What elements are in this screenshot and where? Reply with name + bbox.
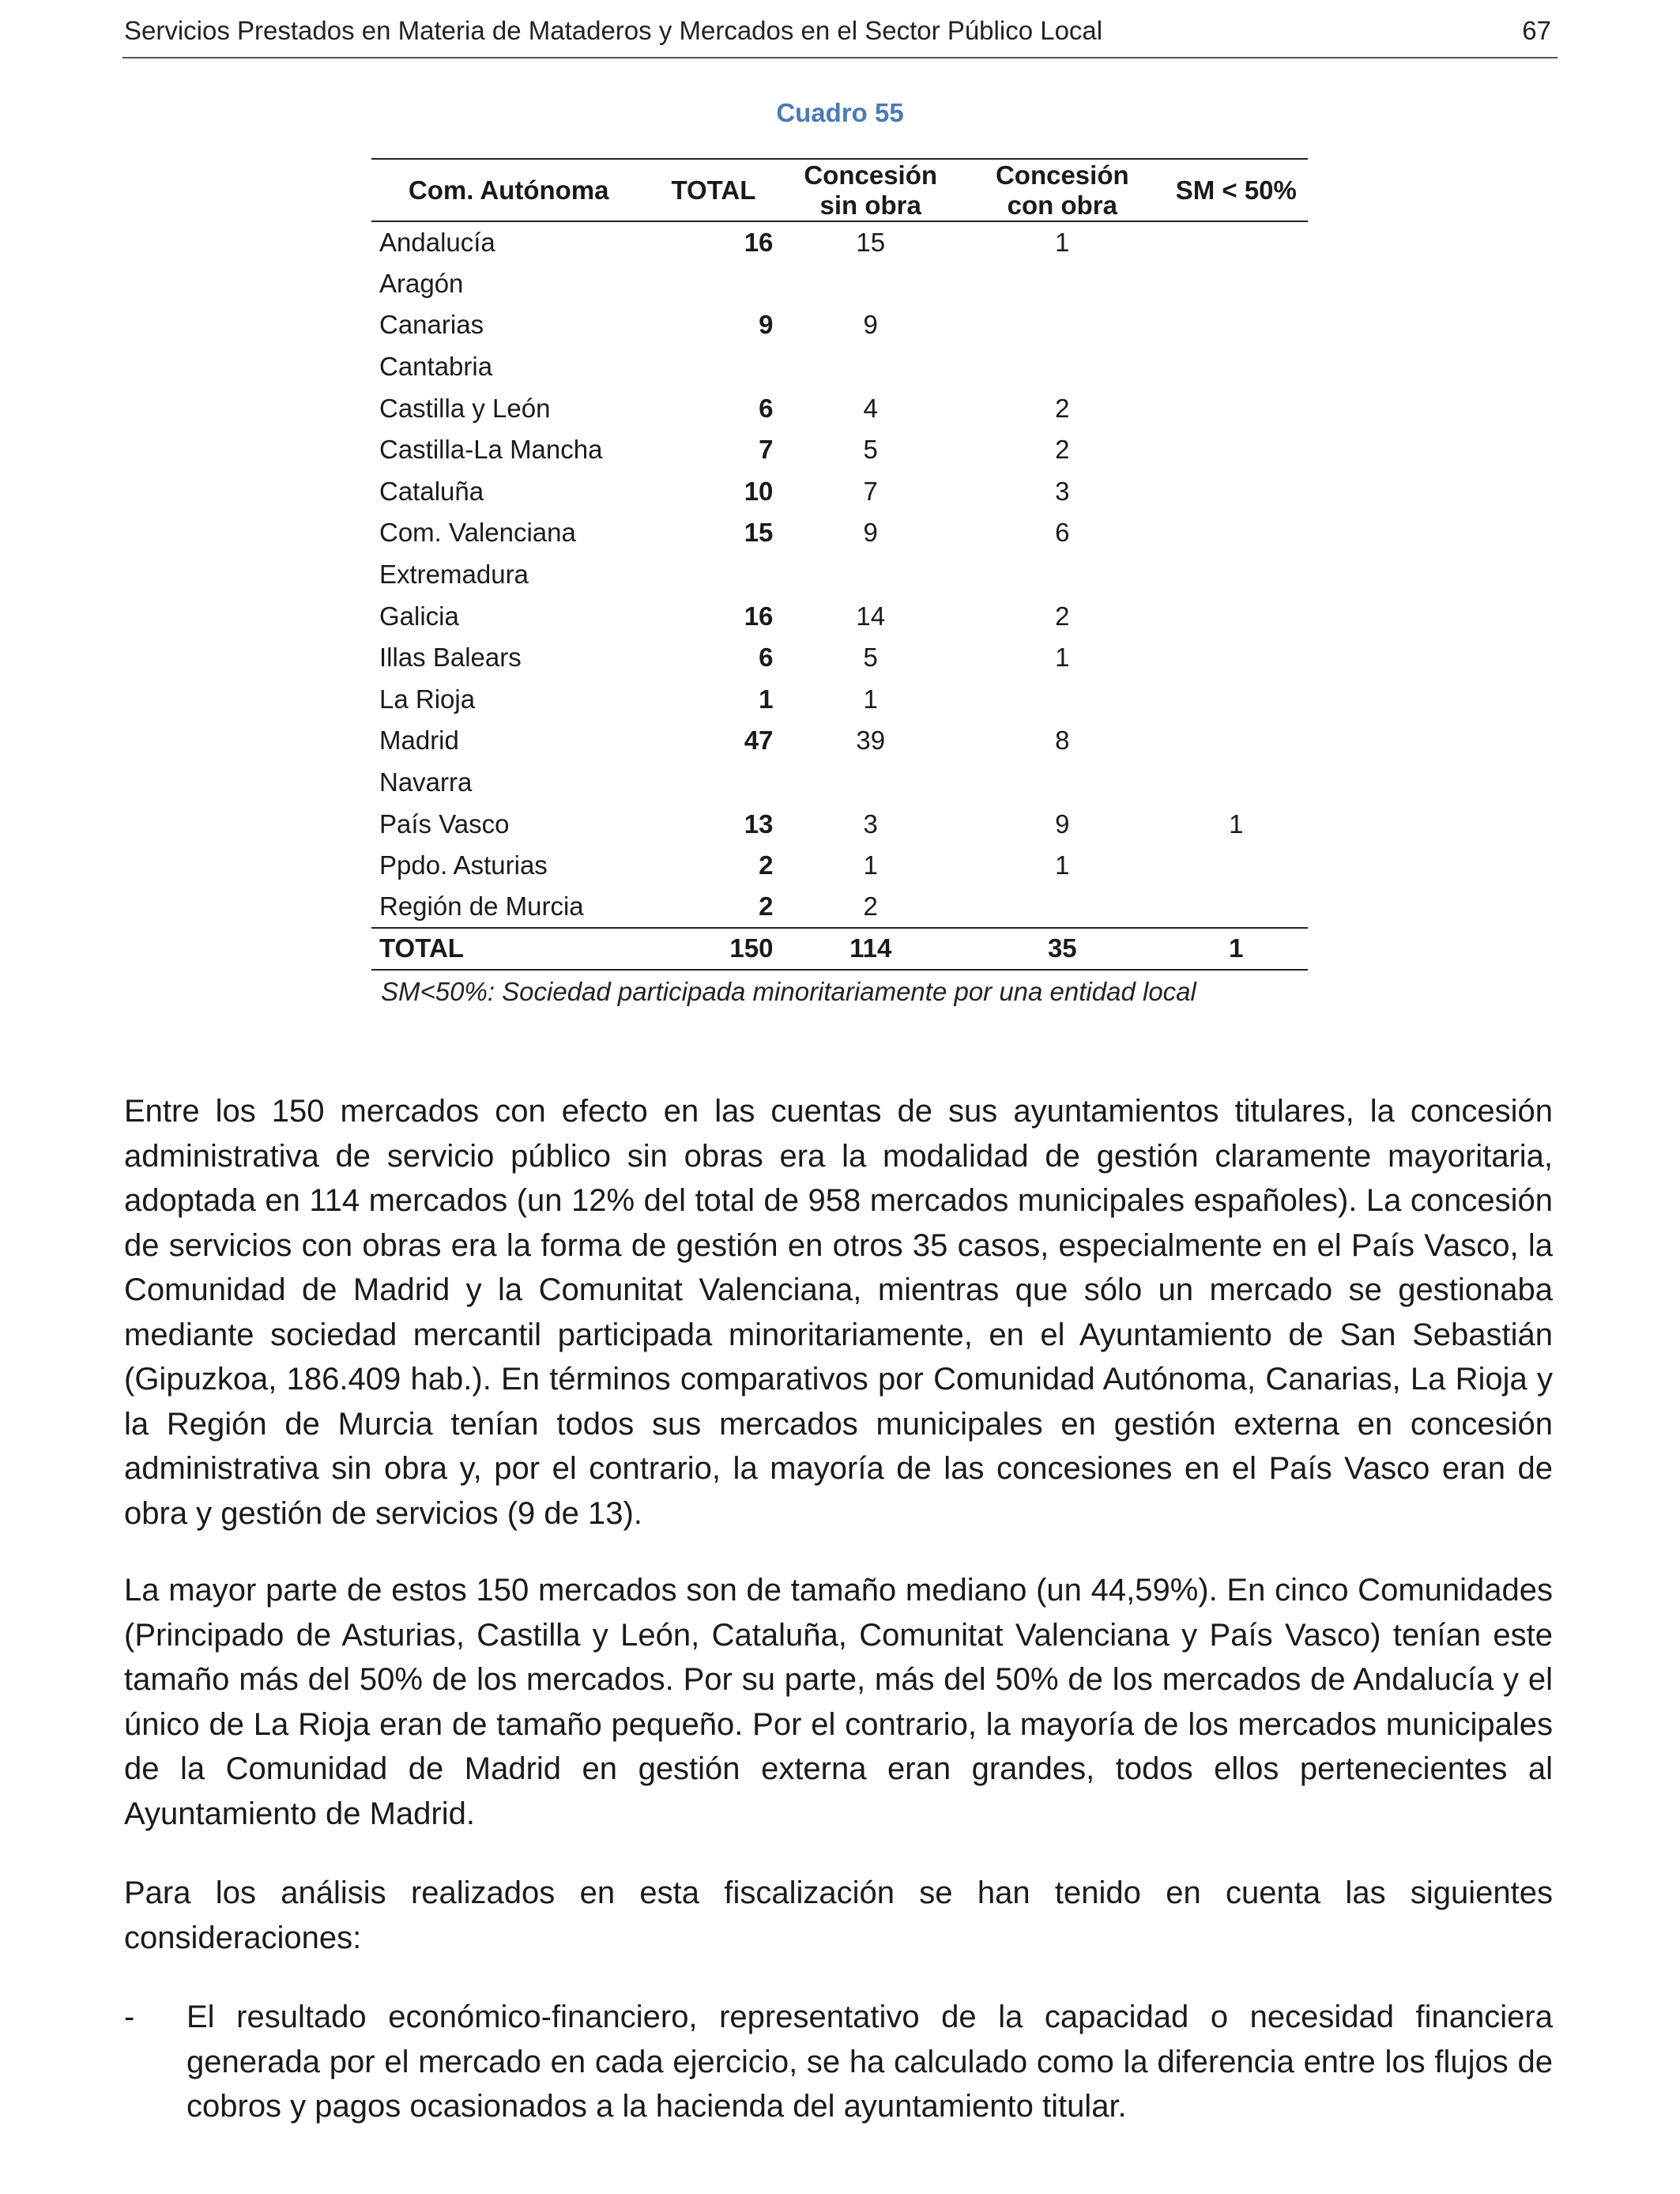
cell-sin-obra: 7: [863, 476, 878, 506]
table-row: [371, 679, 1308, 721]
table-row: [371, 387, 1308, 429]
cell-sm: [1165, 554, 1308, 596]
paragraph-2: La mayor parte de estos 150 mercados son de tamaño mediano (un 44,59%). En cinco Comunidades (Principado de Asturias, Castilla y León, Cataluña, Comunitat Valenciana y País Vasco) tenían este tamaño más del 50% de los mercados. Por su parte, más del 50% de los mercados de Andalucía y el único de La Rioja eran de tamaño pequeño. Por el contrario, la mayoría de los mercados municipales de la Comunidad de Madrid en gestión externa eran grandes, todos ellos pertenecientes al Ayuntamiento de Madrid.: [124, 1573, 1553, 1831]
cell-total: 6: [759, 393, 774, 423]
cell-region: Castilla y León: [379, 393, 551, 423]
cell-sin-obra: 2: [863, 892, 878, 922]
page-number: 67: [1522, 16, 1551, 45]
table-row: [371, 845, 1308, 887]
table-row: [371, 304, 1308, 346]
markets-by-region-table: [371, 158, 1308, 971]
cell-con-obra: 6: [1055, 518, 1070, 548]
cell-sin-obra: 1: [863, 684, 878, 714]
header-total: TOTAL: [646, 159, 781, 221]
cell-sm: [1165, 471, 1308, 513]
cell-sm: [1165, 429, 1308, 471]
table-row: [371, 554, 1308, 596]
cell-con-obra: 2: [1055, 601, 1070, 631]
cell-sin-obra: 15: [856, 227, 886, 257]
cell-region: Canarias: [379, 310, 484, 340]
cell-total: 7: [759, 435, 774, 465]
cell-total: 10: [744, 476, 774, 506]
cell-con-obra: 1: [1055, 227, 1070, 257]
header-con-obra-line2: con obra: [1007, 190, 1117, 220]
cell-con-obra: [960, 887, 1165, 929]
table-row: [371, 637, 1308, 679]
cell-total: 1: [759, 684, 774, 714]
table-row: [371, 221, 1308, 263]
header-sin-obra-line2: sin obra: [819, 190, 921, 220]
table-row: [371, 887, 1308, 929]
cell-sm: [1165, 637, 1308, 679]
cell-sin-obra: 3: [863, 809, 878, 839]
cell-total: 2: [759, 850, 774, 880]
cell-region: Región de Murcia: [379, 892, 584, 922]
cell-region: Navarra: [379, 767, 473, 797]
cell-sm: [1165, 762, 1308, 804]
total-label: TOTAL: [371, 928, 646, 970]
cell-sm: [1165, 595, 1308, 637]
table-total-row: [371, 928, 1308, 970]
cell-sm: [1165, 679, 1308, 721]
cell-sin-obra: [781, 554, 960, 596]
cell-sin-obra: 9: [863, 310, 878, 340]
bullet-dash: -: [124, 2000, 135, 2034]
cell-total: [646, 263, 781, 305]
cell-total: [646, 762, 781, 804]
cell-total: 15: [744, 518, 774, 548]
paragraph-3: Para los análisis realizados en esta fiscalización se han tenido en cuenta las siguientes consideraciones:: [124, 1875, 1553, 1955]
cell-total: 9: [759, 310, 774, 340]
total-total: 150: [646, 928, 781, 970]
cell-con-obra: 1: [1055, 850, 1070, 880]
cell-region: Extremadura: [379, 560, 529, 590]
cell-total: [646, 346, 781, 388]
cell-sin-obra: 9: [863, 518, 878, 548]
cell-con-obra: 1: [1055, 643, 1070, 673]
table-caption: Cuadro 55: [776, 98, 904, 127]
header-con-obra-line1: Concesión: [995, 160, 1129, 190]
cell-sin-obra: 1: [863, 850, 878, 880]
cell-con-obra: [960, 762, 1165, 804]
cell-con-obra: [960, 304, 1165, 346]
cell-sin-obra: [781, 346, 960, 388]
cell-sin-obra: [781, 762, 960, 804]
cell-total: 16: [744, 601, 774, 631]
cell-total: 13: [744, 809, 774, 839]
cell-region: Aragón: [379, 268, 464, 298]
cell-region: Ppdo. Asturias: [379, 850, 548, 880]
cell-region: Cantabria: [379, 352, 493, 382]
table-row: [371, 471, 1308, 513]
bullet-item: [124, 1995, 1553, 2129]
cell-con-obra: 2: [1055, 435, 1070, 465]
cell-sm: [1165, 887, 1308, 929]
cell-sm: [1165, 263, 1308, 305]
cell-sm: [1165, 512, 1308, 554]
cell-total: 6: [759, 643, 774, 673]
cell-sm: [1165, 221, 1308, 263]
running-header-title: Servicios Prestados en Materia de Mataderos y Mercados en el Sector Público Local: [124, 16, 1103, 45]
total-con-obra: 35: [960, 928, 1165, 970]
cell-sm: [1165, 304, 1308, 346]
cell-sm: [1165, 387, 1308, 429]
header-sin-obra-line1: Concesión: [804, 160, 938, 190]
header-region: Com. Autónoma: [371, 159, 646, 221]
cell-total: 16: [744, 227, 774, 257]
table-header-row: [371, 159, 1308, 221]
cell-region: País Vasco: [379, 809, 510, 839]
cell-region: Castilla-La Mancha: [379, 435, 603, 465]
bullet-text: El resultado económico-financiero, representativo de la capacidad o necesidad financiera generada por el mercado en cada ejercicio, se ha calculado como la diferencia entre los flujos de cobros y pagos ocasionados a la hacienda del ayuntamiento titular.: [186, 2000, 1553, 2124]
page-header: [122, 13, 1558, 58]
cell-sin-obra: 4: [863, 393, 878, 423]
cell-con-obra: [960, 346, 1165, 388]
header-sm: SM < 50%: [1165, 159, 1308, 221]
cell-region: Illas Balears: [379, 643, 522, 673]
table-row: [371, 595, 1308, 637]
cell-con-obra: 2: [1055, 393, 1070, 423]
cell-con-obra: [960, 679, 1165, 721]
cell-total: 2: [759, 892, 774, 922]
paragraph-1: Entre los 150 mercados con efecto en las cuentas de sus ayuntamientos titulares, la concesión administrativa de servicio público sin obras era la modalidad de gestión claramente mayoritaria, adoptada en 114 mercados (un 12% del total de 958 mercados municipales españoles). La concesión de servicios con obras era la forma de gestión en otros 35 casos, especialmente en el País Vasco, la Comunidad de Madrid y la Comunitat Valenciana, mientras que sólo un mercado se gestionaba mediante sociedad mercantil participada minoritariamente, en el Ayuntamiento de San Sebastián (Gipuzkoa, 186.409 hab.). En términos comparativos por Comunidad Autónoma, Canarias, La Rioja y la Región de Murcia tenían todos sus mercados municipales en gestión externa en concesión administrativa sin obra y, por el contrario, la mayoría de las concesiones en el País Vasco eran de obra y gestión de servicios (9 de 13).: [124, 1094, 1553, 1531]
table-row: [371, 346, 1308, 388]
header-concesion-con-obra: [960, 159, 1165, 221]
table-row: [371, 803, 1308, 845]
cell-sin-obra: 14: [856, 601, 886, 631]
cell-con-obra: [960, 554, 1165, 596]
header-concesion-sin-obra: [781, 159, 960, 221]
cell-region: Cataluña: [379, 476, 484, 506]
cell-sm: [1165, 845, 1308, 887]
cell-sm: [1165, 346, 1308, 388]
cell-sin-obra: 5: [863, 643, 878, 673]
cell-total: [646, 554, 781, 596]
cell-sin-obra: [781, 263, 960, 305]
cell-sin-obra: 39: [856, 726, 886, 756]
cell-con-obra: 3: [1055, 476, 1070, 506]
cell-con-obra: 9: [1055, 809, 1070, 839]
table-row: [371, 762, 1308, 804]
cell-con-obra: 8: [1055, 726, 1070, 756]
cell-region: Com. Valenciana: [379, 518, 576, 548]
total-sin-obra: 114: [781, 928, 960, 970]
table-row: [371, 263, 1308, 305]
table-row: [371, 720, 1308, 762]
cell-region: La Rioja: [379, 684, 476, 714]
cell-sin-obra: 5: [863, 435, 878, 465]
cell-sm: 1: [1229, 809, 1244, 839]
table-row: [371, 512, 1308, 554]
table-row: [371, 429, 1308, 471]
cell-region: Galicia: [379, 601, 459, 631]
cell-region: Madrid: [379, 726, 459, 756]
table-footnote: SM<50%: Sociedad participada minoritariamente por una entidad local: [381, 977, 1196, 1006]
cell-total: 47: [744, 726, 774, 756]
cell-con-obra: [960, 263, 1165, 305]
cell-region: Andalucía: [379, 227, 495, 257]
total-sm: 1: [1165, 928, 1308, 970]
cell-sm: [1165, 720, 1308, 762]
